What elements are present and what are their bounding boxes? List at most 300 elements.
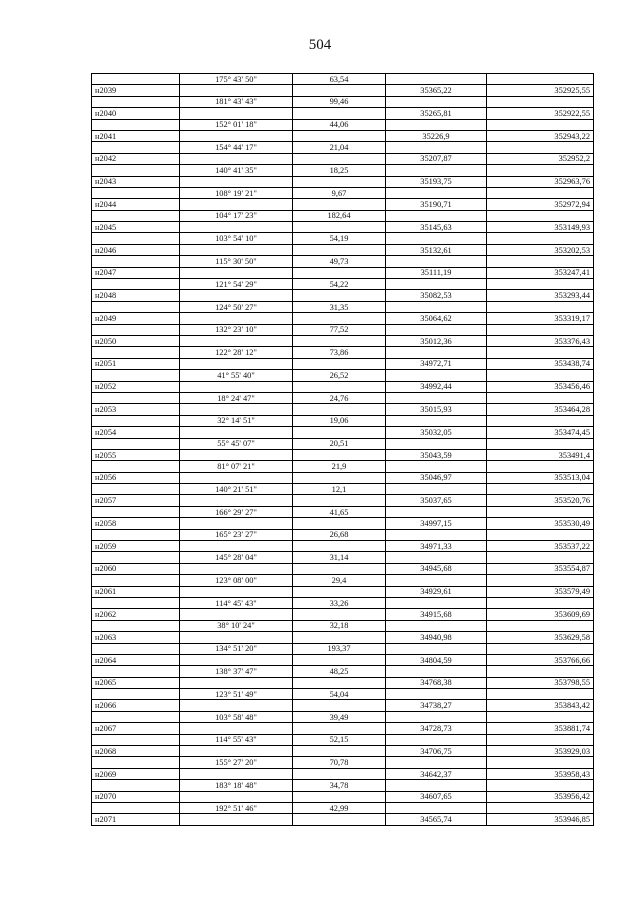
y-cell (487, 757, 594, 768)
point-cell (92, 620, 180, 631)
y-cell: 352952,2 (487, 153, 594, 164)
y-cell (487, 711, 594, 722)
x-cell (386, 392, 487, 403)
angle-cell (180, 153, 293, 164)
distance-cell: 31,14 (293, 552, 386, 563)
segment-row (92, 415, 594, 426)
angle-cell (180, 381, 293, 392)
x-cell: 34728,73 (386, 723, 487, 734)
angle-cell: 121° 54' 29" (180, 279, 293, 290)
y-cell: 353456,46 (487, 381, 594, 392)
point-id-cell: н2058 (92, 518, 180, 529)
y-cell (487, 643, 594, 654)
point-cell (92, 666, 180, 677)
angle-cell (180, 176, 293, 187)
x-cell: 35046,97 (386, 472, 487, 483)
distance-cell: 19,06 (293, 415, 386, 426)
segment-row (92, 392, 594, 403)
distance-cell (293, 768, 386, 779)
point-row (92, 541, 594, 552)
distance-cell (293, 404, 386, 415)
distance-cell (293, 632, 386, 643)
point-row (92, 563, 594, 574)
segment-row (92, 575, 594, 586)
point-id-cell: н2065 (92, 677, 180, 688)
point-row (92, 358, 594, 369)
page-number: 504 (308, 37, 332, 53)
point-row (92, 313, 594, 324)
angle-cell (180, 541, 293, 552)
distance-cell: 42,99 (293, 803, 386, 814)
y-cell: 353554,87 (487, 563, 594, 574)
angle-cell (180, 290, 293, 301)
point-row (92, 677, 594, 688)
distance-cell (293, 199, 386, 210)
y-cell (487, 370, 594, 381)
angle-cell (180, 267, 293, 278)
distance-cell (293, 746, 386, 757)
distance-cell: 24,76 (293, 392, 386, 403)
coordinates-table-body (92, 74, 594, 826)
y-cell: 353881,74 (487, 723, 594, 734)
point-cell (92, 711, 180, 722)
point-cell (92, 597, 180, 608)
point-row (92, 632, 594, 643)
segment-row (92, 187, 594, 198)
x-cell (386, 210, 487, 221)
point-cell (92, 803, 180, 814)
angle-cell: 38° 10' 24" (180, 620, 293, 631)
point-row (92, 176, 594, 187)
y-cell (487, 689, 594, 700)
point-row (92, 518, 594, 529)
segment-row (92, 757, 594, 768)
x-cell: 34972,71 (386, 358, 487, 369)
point-cell (92, 256, 180, 267)
point-row (92, 746, 594, 757)
angle-cell: 123° 51' 49" (180, 689, 293, 700)
y-cell (487, 552, 594, 563)
angle-cell (180, 472, 293, 483)
y-cell: 353491,4 (487, 449, 594, 460)
x-cell: 34971,33 (386, 541, 487, 552)
segment-row (92, 484, 594, 495)
angle-cell: 140° 21' 51" (180, 484, 293, 495)
y-cell (487, 484, 594, 495)
point-cell (92, 780, 180, 791)
x-cell (386, 233, 487, 244)
distance-cell: 39,49 (293, 711, 386, 722)
distance-cell (293, 85, 386, 96)
y-cell: 352943,22 (487, 130, 594, 141)
distance-cell: 63,54 (293, 74, 386, 85)
y-cell (487, 324, 594, 335)
segment-row (92, 256, 594, 267)
x-cell: 35145,63 (386, 222, 487, 233)
y-cell (487, 256, 594, 267)
x-cell (386, 187, 487, 198)
x-cell: 35132,61 (386, 244, 487, 255)
angle-cell: 138° 37' 47" (180, 666, 293, 677)
angle-cell: 154° 44' 17" (180, 142, 293, 153)
angle-cell: 41° 55' 40" (180, 370, 293, 381)
distance-cell (293, 723, 386, 734)
point-row (92, 381, 594, 392)
point-row (92, 108, 594, 119)
point-id-cell: н2067 (92, 723, 180, 734)
point-row (92, 335, 594, 346)
x-cell (386, 324, 487, 335)
point-id-cell: н2040 (92, 108, 180, 119)
distance-cell (293, 222, 386, 233)
point-id-cell: н2041 (92, 130, 180, 141)
point-cell (92, 461, 180, 472)
angle-cell (180, 814, 293, 825)
distance-cell (293, 700, 386, 711)
distance-cell: 34,78 (293, 780, 386, 791)
x-cell (386, 484, 487, 495)
angle-cell: 115° 30' 50" (180, 256, 293, 267)
y-cell (487, 803, 594, 814)
segment-row (92, 324, 594, 335)
point-row (92, 427, 594, 438)
angle-cell (180, 449, 293, 460)
y-cell: 353956,42 (487, 791, 594, 802)
point-cell (92, 438, 180, 449)
x-cell (386, 370, 487, 381)
segment-row (92, 461, 594, 472)
y-cell (487, 392, 594, 403)
distance-cell: 9,67 (293, 187, 386, 198)
point-id-cell: н2056 (92, 472, 180, 483)
distance-cell: 26,52 (293, 370, 386, 381)
point-cell (92, 96, 180, 107)
y-cell (487, 620, 594, 631)
distance-cell: 12,1 (293, 484, 386, 495)
y-cell: 353247,41 (487, 267, 594, 278)
x-cell (386, 415, 487, 426)
segment-row (92, 301, 594, 312)
point-cell (92, 575, 180, 586)
distance-cell: 21,9 (293, 461, 386, 472)
x-cell: 35111,19 (386, 267, 487, 278)
angle-cell: 104° 17' 23" (180, 210, 293, 221)
point-row (92, 586, 594, 597)
distance-cell (293, 108, 386, 119)
point-cell (92, 415, 180, 426)
point-id-cell: н2069 (92, 768, 180, 779)
distance-cell: 182,64 (293, 210, 386, 221)
x-cell: 35365,22 (386, 85, 487, 96)
distance-cell (293, 609, 386, 620)
x-cell (386, 347, 487, 358)
x-cell: 34945,68 (386, 563, 487, 574)
angle-cell (180, 677, 293, 688)
y-cell: 353513,04 (487, 472, 594, 483)
y-cell: 353579,49 (487, 586, 594, 597)
point-cell (92, 552, 180, 563)
y-cell: 353958,43 (487, 768, 594, 779)
point-cell (92, 484, 180, 495)
point-id-cell: н2048 (92, 290, 180, 301)
x-cell: 34768,38 (386, 677, 487, 688)
angle-cell (180, 723, 293, 734)
point-cell (92, 392, 180, 403)
segment-row (92, 734, 594, 745)
point-id-cell: н2068 (92, 746, 180, 757)
distance-cell (293, 335, 386, 346)
x-cell: 35043,59 (386, 449, 487, 460)
distance-cell (293, 313, 386, 324)
x-cell (386, 757, 487, 768)
point-id-cell: н2046 (92, 244, 180, 255)
y-cell: 353474,45 (487, 427, 594, 438)
y-cell: 353319,17 (487, 313, 594, 324)
y-cell (487, 506, 594, 517)
segment-row (92, 620, 594, 631)
point-row (92, 199, 594, 210)
distance-cell (293, 358, 386, 369)
angle-cell: 132° 23' 10" (180, 324, 293, 335)
x-cell: 34607,65 (386, 791, 487, 802)
y-cell (487, 187, 594, 198)
y-cell (487, 415, 594, 426)
y-cell: 352922,55 (487, 108, 594, 119)
x-cell: 34804,59 (386, 654, 487, 665)
point-id-cell: н2061 (92, 586, 180, 597)
x-cell (386, 96, 487, 107)
x-cell: 34997,15 (386, 518, 487, 529)
point-cell (92, 233, 180, 244)
x-cell (386, 461, 487, 472)
y-cell (487, 347, 594, 358)
x-cell: 35193,75 (386, 176, 487, 187)
distance-cell (293, 427, 386, 438)
segment-row (92, 233, 594, 244)
angle-cell: 122° 28' 12" (180, 347, 293, 358)
distance-cell (293, 791, 386, 802)
point-id-cell: н2055 (92, 449, 180, 460)
y-cell: 353293,44 (487, 290, 594, 301)
angle-cell (180, 222, 293, 233)
y-cell (487, 279, 594, 290)
angle-cell (180, 700, 293, 711)
x-cell: 34642,37 (386, 768, 487, 779)
point-id-cell: н2049 (92, 313, 180, 324)
point-cell (92, 187, 180, 198)
point-row (92, 404, 594, 415)
angle-cell: 123° 08' 00" (180, 575, 293, 586)
y-cell (487, 780, 594, 791)
angle-cell: 103° 58' 48" (180, 711, 293, 722)
distance-cell: 54,19 (293, 233, 386, 244)
x-cell: 35015,93 (386, 404, 487, 415)
point-cell (92, 279, 180, 290)
x-cell: 34738,27 (386, 700, 487, 711)
angle-cell (180, 108, 293, 119)
segment-row (92, 780, 594, 791)
distance-cell (293, 153, 386, 164)
distance-cell: 49,73 (293, 256, 386, 267)
point-row (92, 244, 594, 255)
y-cell (487, 575, 594, 586)
distance-cell: 99,46 (293, 96, 386, 107)
angle-cell: 155° 27' 20" (180, 757, 293, 768)
angle-cell (180, 358, 293, 369)
y-cell: 352963,76 (487, 176, 594, 187)
segment-row (92, 643, 594, 654)
distance-cell: 29,4 (293, 575, 386, 586)
x-cell: 34940,98 (386, 632, 487, 643)
point-cell (92, 165, 180, 176)
point-row (92, 700, 594, 711)
point-id-cell: н2045 (92, 222, 180, 233)
x-cell: 35012,36 (386, 335, 487, 346)
segment-row (92, 803, 594, 814)
angle-cell: 134° 51' 20" (180, 643, 293, 654)
point-cell (92, 643, 180, 654)
point-id-cell: н2044 (92, 199, 180, 210)
y-cell (487, 233, 594, 244)
y-cell (487, 119, 594, 130)
point-cell (92, 757, 180, 768)
y-cell (487, 74, 594, 85)
point-row (92, 654, 594, 665)
distance-cell: 44,06 (293, 119, 386, 130)
x-cell: 35190,71 (386, 199, 487, 210)
angle-cell: 181° 43' 43" (180, 96, 293, 107)
angle-cell (180, 609, 293, 620)
point-row (92, 472, 594, 483)
point-id-cell: н2059 (92, 541, 180, 552)
distance-cell (293, 244, 386, 255)
y-cell (487, 529, 594, 540)
point-id-cell: н2054 (92, 427, 180, 438)
distance-cell (293, 654, 386, 665)
distance-cell (293, 381, 386, 392)
angle-cell: 114° 45' 43" (180, 597, 293, 608)
distance-cell: 73,86 (293, 347, 386, 358)
angle-cell: 108° 19' 21" (180, 187, 293, 198)
point-id-cell: н2057 (92, 495, 180, 506)
angle-cell (180, 404, 293, 415)
y-cell: 352925,55 (487, 85, 594, 96)
point-row (92, 290, 594, 301)
y-cell (487, 597, 594, 608)
point-id-cell: н2051 (92, 358, 180, 369)
y-cell: 353530,49 (487, 518, 594, 529)
y-cell: 353202,53 (487, 244, 594, 255)
point-id-cell: н2071 (92, 814, 180, 825)
x-cell (386, 575, 487, 586)
angle-cell: 103° 54' 10" (180, 233, 293, 244)
distance-cell: 54,22 (293, 279, 386, 290)
x-cell (386, 438, 487, 449)
point-cell (92, 529, 180, 540)
point-cell (92, 506, 180, 517)
angle-cell (180, 427, 293, 438)
distance-cell (293, 449, 386, 460)
segment-row (92, 689, 594, 700)
angle-cell: 183° 18' 48" (180, 780, 293, 791)
angle-cell (180, 518, 293, 529)
point-cell (92, 734, 180, 745)
y-cell (487, 438, 594, 449)
point-row (92, 449, 594, 460)
point-id-cell: н2070 (92, 791, 180, 802)
point-row (92, 130, 594, 141)
x-cell (386, 803, 487, 814)
distance-cell (293, 518, 386, 529)
y-cell: 353766,66 (487, 654, 594, 665)
x-cell (386, 119, 487, 130)
angle-cell: 165° 23' 27" (180, 529, 293, 540)
distance-cell: 70,78 (293, 757, 386, 768)
angle-cell: 81° 07' 21" (180, 461, 293, 472)
y-cell: 353149,93 (487, 222, 594, 233)
distance-cell: 20,51 (293, 438, 386, 449)
x-cell: 34915,68 (386, 609, 487, 620)
angle-cell (180, 791, 293, 802)
point-id-cell: н2042 (92, 153, 180, 164)
segment-row (92, 279, 594, 290)
x-cell (386, 506, 487, 517)
segment-row (92, 142, 594, 153)
segment-row (92, 96, 594, 107)
x-cell: 34565,74 (386, 814, 487, 825)
angle-cell: 192° 51' 46" (180, 803, 293, 814)
point-cell (92, 370, 180, 381)
x-cell (386, 711, 487, 722)
distance-cell (293, 130, 386, 141)
segment-row (92, 529, 594, 540)
angle-cell (180, 495, 293, 506)
point-id-cell: н2063 (92, 632, 180, 643)
y-cell: 353798,55 (487, 677, 594, 688)
x-cell: 35064,62 (386, 313, 487, 324)
y-cell: 353609,69 (487, 609, 594, 620)
point-id-cell: н2047 (92, 267, 180, 278)
distance-cell (293, 586, 386, 597)
segment-row (92, 666, 594, 677)
distance-cell: 18,25 (293, 165, 386, 176)
angle-cell (180, 244, 293, 255)
point-id-cell: н2066 (92, 700, 180, 711)
angle-cell: 145° 28' 04" (180, 552, 293, 563)
y-cell: 353464,28 (487, 404, 594, 415)
point-id-cell: н2062 (92, 609, 180, 620)
angle-cell (180, 85, 293, 96)
point-row (92, 723, 594, 734)
point-row (92, 768, 594, 779)
angle-cell: 114° 55' 43" (180, 734, 293, 745)
x-cell (386, 256, 487, 267)
point-id-cell: н2053 (92, 404, 180, 415)
point-row (92, 267, 594, 278)
distance-cell (293, 814, 386, 825)
x-cell (386, 689, 487, 700)
y-cell (487, 142, 594, 153)
point-cell (92, 210, 180, 221)
distance-cell (293, 290, 386, 301)
angle-cell (180, 632, 293, 643)
x-cell (386, 620, 487, 631)
distance-cell: 54,04 (293, 689, 386, 700)
x-cell (386, 666, 487, 677)
angle-cell (180, 586, 293, 597)
segment-row (92, 119, 594, 130)
angle-cell: 18° 24' 47" (180, 392, 293, 403)
